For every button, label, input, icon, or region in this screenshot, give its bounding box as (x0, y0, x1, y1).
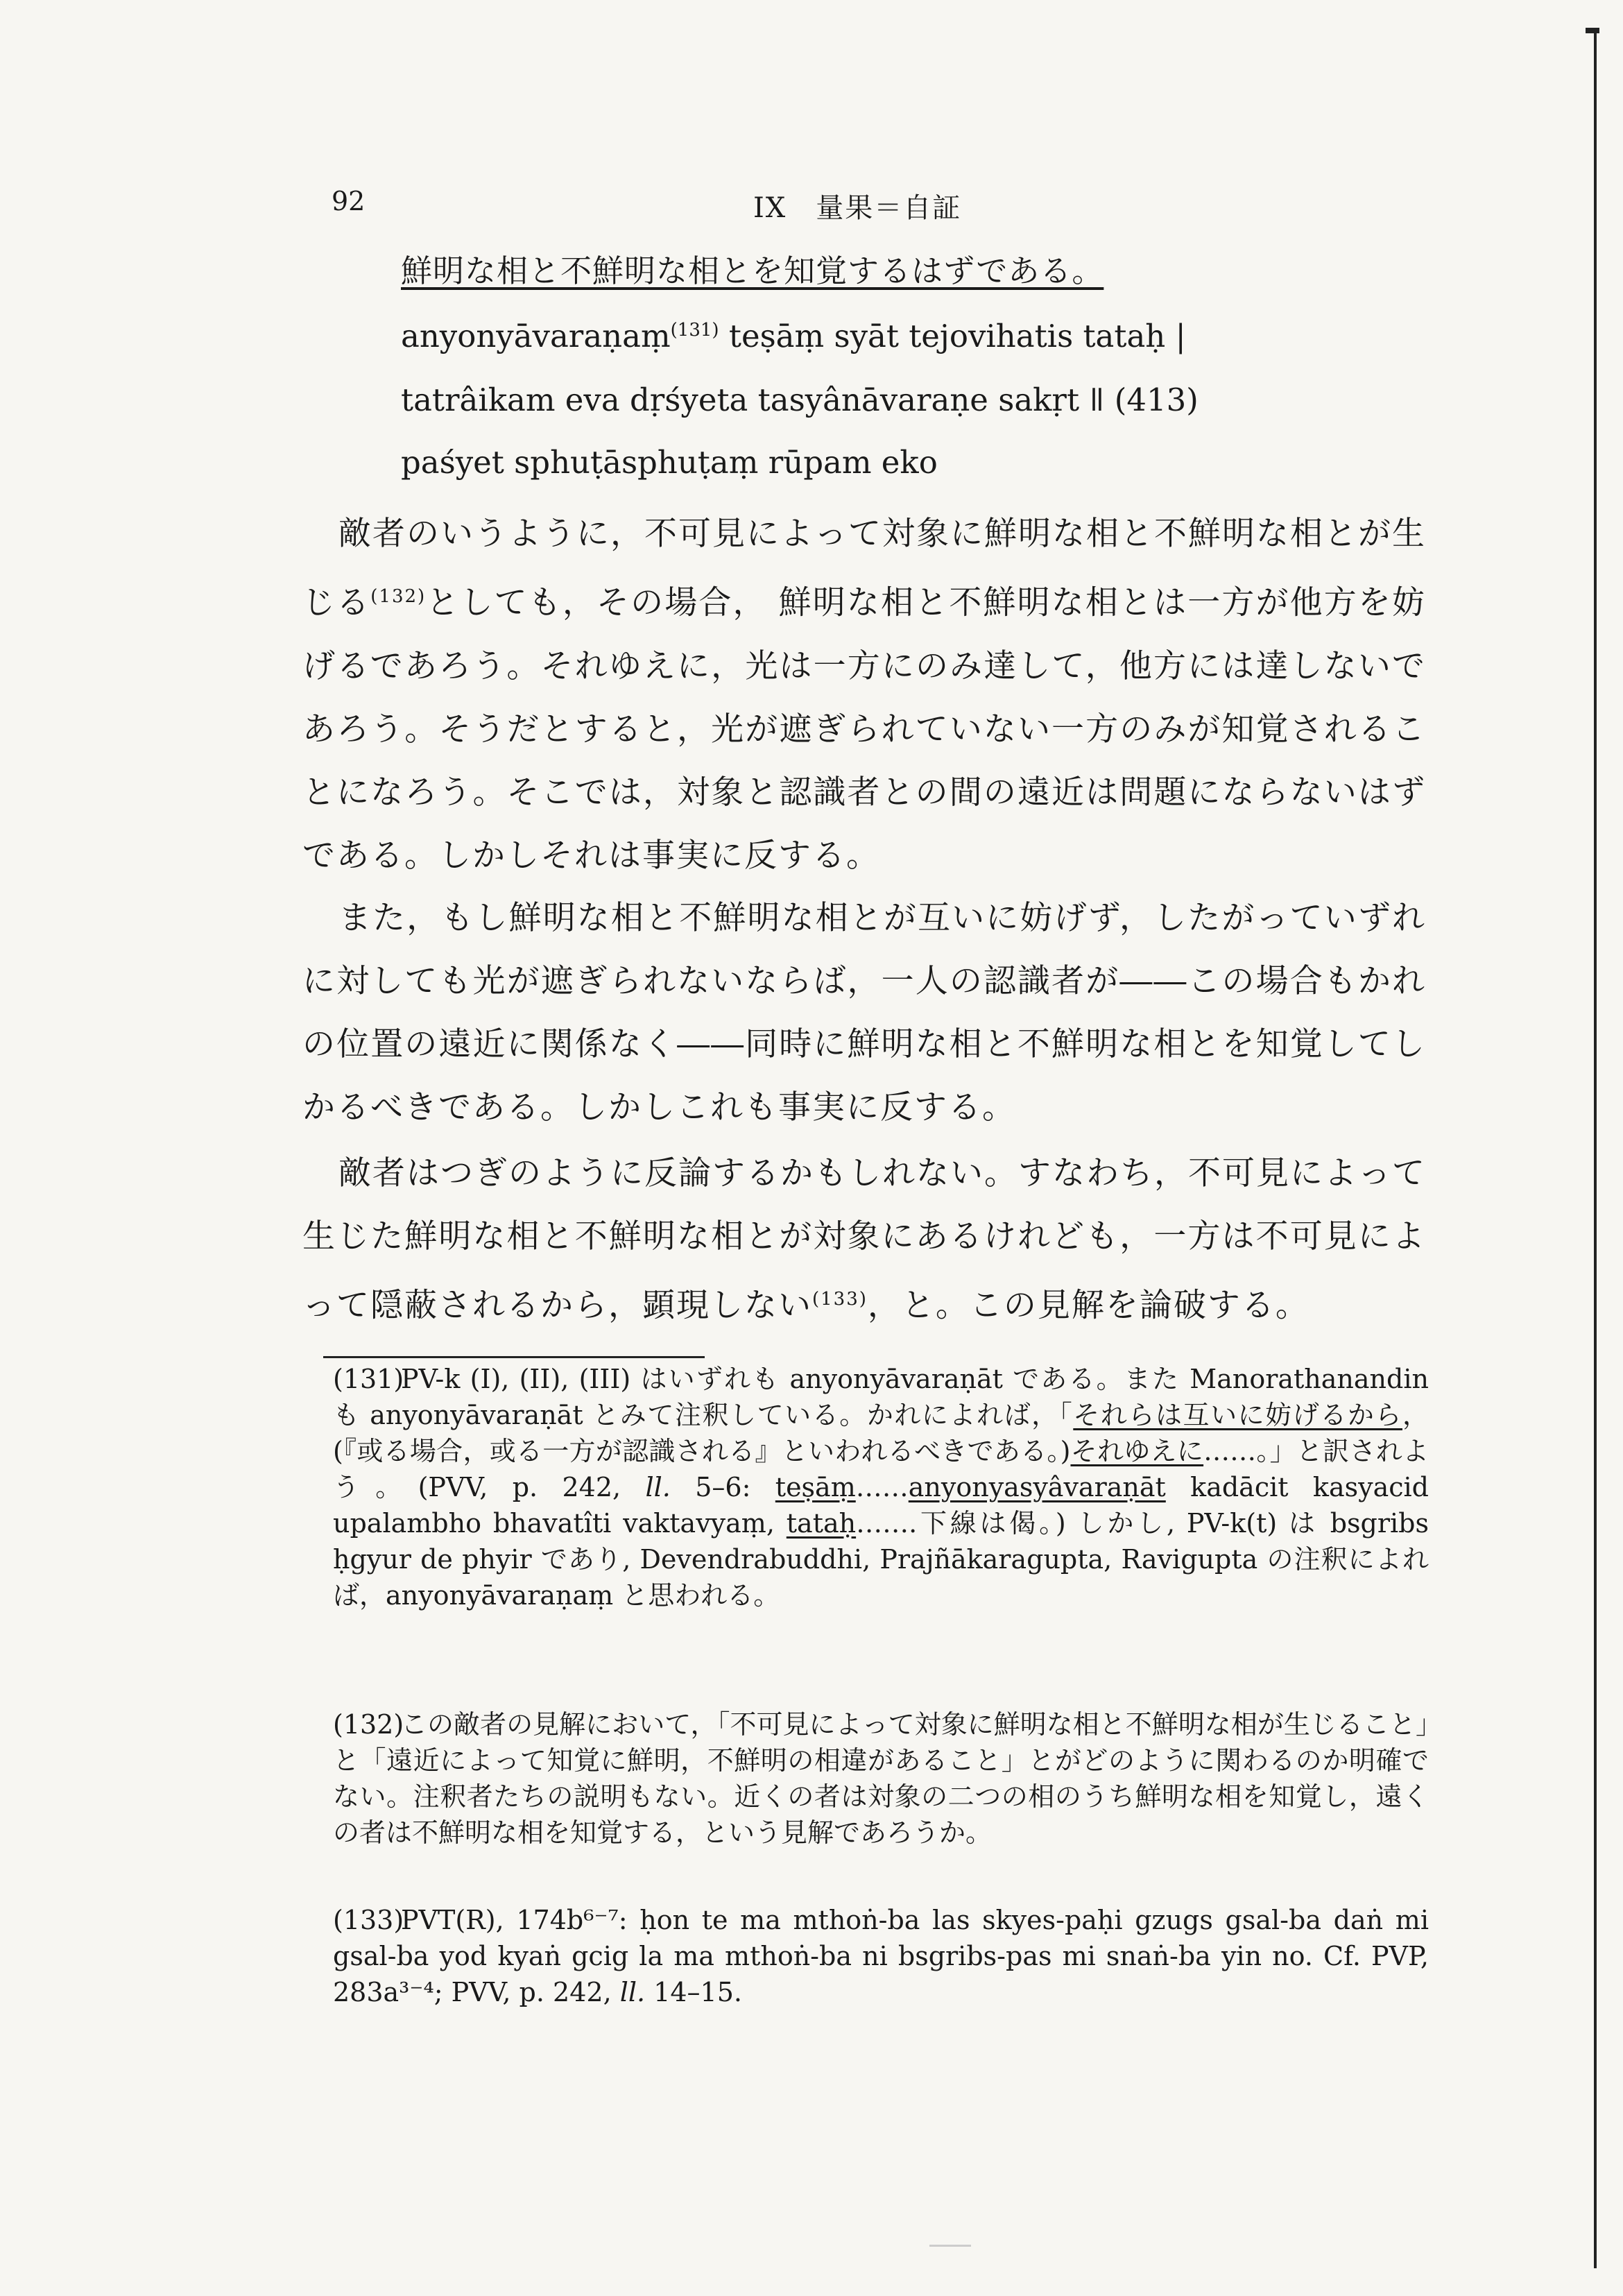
footnote-ref-132: (132) (370, 586, 427, 607)
lines-abbrev: ll. (619, 1977, 646, 2007)
paragraph-1-text: 敵者のいうように，不可見によって対象に鮮明な相と不鮮明な相とが生じる (302, 515, 1426, 622)
verse-line-3: paśyet sphuṭāsphuṭaṃ rūpam eko (401, 444, 938, 481)
footnote-text: PVT(R), 174b⁶⁻⁷: ḥon te ma mthoṅ-ba las skyes-paḥi gzugs gsal-ba daṅ mi gsal-ba yod kyaṅ gcig la ma mthoṅ-ba ni bsgribs-pas mi snaṅ-ba yin no. Cf. PVP, 283a³⁻⁴; PVV, p. 242, (333, 1905, 1429, 2007)
body-paragraph-1 (302, 502, 1426, 887)
scan-artifact (929, 2245, 971, 2247)
paragraph-1-rest: としても，その場合， 鮮明な相と不鮮明な相とは一方が他方を妨げるであろう。それゆえに，光は一方にのみ達して，他方には達しないであろう。そうだとすると，光が遮ぎられていない一方のみが知覚されることになろう。そこでは，対象と認識者との間の遠近は問題にならないはずである。しかしそれは事実に反する。 (302, 583, 1426, 875)
body-paragraph-3 (302, 1142, 1426, 1337)
underlined-text: tataḥ (786, 1508, 857, 1539)
footnote-ref-133: (133) (812, 1289, 868, 1310)
footnote-ref-131: (131) (670, 320, 719, 341)
paragraph-3-text: 敵者はつぎのように反論するかもしれない。すなわち，不可見によって生じた鮮明な相と不鮮明な相とが対象にあるけれども，一方は不可見によって隠蔽されるから，顕現しない (302, 1154, 1426, 1325)
body-paragraph-2: また，もし鮮明な相と不鮮明な相とが互いに妨げず，したがっていずれに対しても光が遮ぎられないならば，一人の認識者が――この場合もかれの位置の遠近に関係なく――同時に鮮明な相と不鮮明な相とを知覚してしかるべきである。しかしこれも事実に反する。 (302, 899, 1426, 1126)
page-number: 92 (332, 186, 366, 216)
lines-abbrev: ll. (645, 1472, 671, 1502)
footnote-text: ……。」と訳されよう。(PVV, p. 242, (333, 1436, 1429, 1502)
footnote-number: (131) (333, 1364, 404, 1394)
running-head: IX 量果＝自証 (753, 192, 962, 224)
footnote-131 (333, 1361, 1429, 1613)
footnote-text: …….下線は偈。) しかし, PV-k(t) は bsgribs ḥgyur de phyir であり, Devendrabuddhi, Prajñākaragupta, Ravigupta の注釈によれば，anyonyāvaraṇaṃ と思われる。 (333, 1508, 1429, 1611)
footnote-text: …… (855, 1472, 909, 1502)
footnote-text: この敵者の見解において，「不可見によって対象に鮮明な相と不鮮明な相が生じること」と「遠近によって知覚に鮮明，不鮮明の相違があること」とがどのように関わるのか明確でない。注釈者たちの説明もない。近くの者は対象の二つの相のうち鮮明な相を知覚し，遠くの者は不鮮明な相を知覚する，という見解であろうか。 (333, 1709, 1429, 1848)
verse-line-1-rest: teṣāṃ syāt tejovihatis tataḥ | (719, 318, 1186, 354)
underlined-text: anyonyasyâvaraṇāt (908, 1472, 1166, 1502)
verse-line-1-text: anyonyāvaraṇaṃ (401, 318, 671, 354)
verse-line-2: tatrâikam eva dṛśyeta tasyânāvaraṇe sakṛt ǁ (413) (401, 382, 1199, 418)
footnote-number: (133) (333, 1905, 404, 1935)
footnote-133 (333, 1902, 1429, 2010)
footnote-text: PV-k (I), (II), (III) はいずれも anyonyāvaraṇāt である。また Manorathanandin も anyonyāvaraṇāt とみて注釈している。かれによれば，「 (333, 1364, 1429, 1430)
footnote-number: (132) (333, 1709, 404, 1740)
page-edge-cap (1586, 28, 1599, 33)
underlined-text: それらは互いに妨げるから (1073, 1400, 1402, 1430)
verse-translation-line: 鮮明な相と不鮮明な相とを知覚するはずである。 (401, 252, 1104, 289)
footnote-132 (333, 1706, 1429, 1851)
underlined-text: teṣāṃ (775, 1472, 856, 1502)
verse-line-1 (401, 318, 1186, 354)
footnote-text: 5–6: (670, 1472, 775, 1502)
underlined-text: それゆえに (1070, 1436, 1204, 1466)
footnote-text: kadācit kasyacid upalambho bhavatîti vaktavyaṃ, (333, 1472, 1429, 1539)
paragraph-3-rest: ，と。この見解を論破する。 (867, 1286, 1309, 1325)
footnote-text: ，(『或る場合，或る一方が認識される』といわれるべきである。) (333, 1400, 1429, 1466)
footnote-divider (323, 1356, 705, 1358)
footnote-text: 14–15. (645, 1977, 742, 2007)
page-edge-line (1594, 28, 1597, 2268)
